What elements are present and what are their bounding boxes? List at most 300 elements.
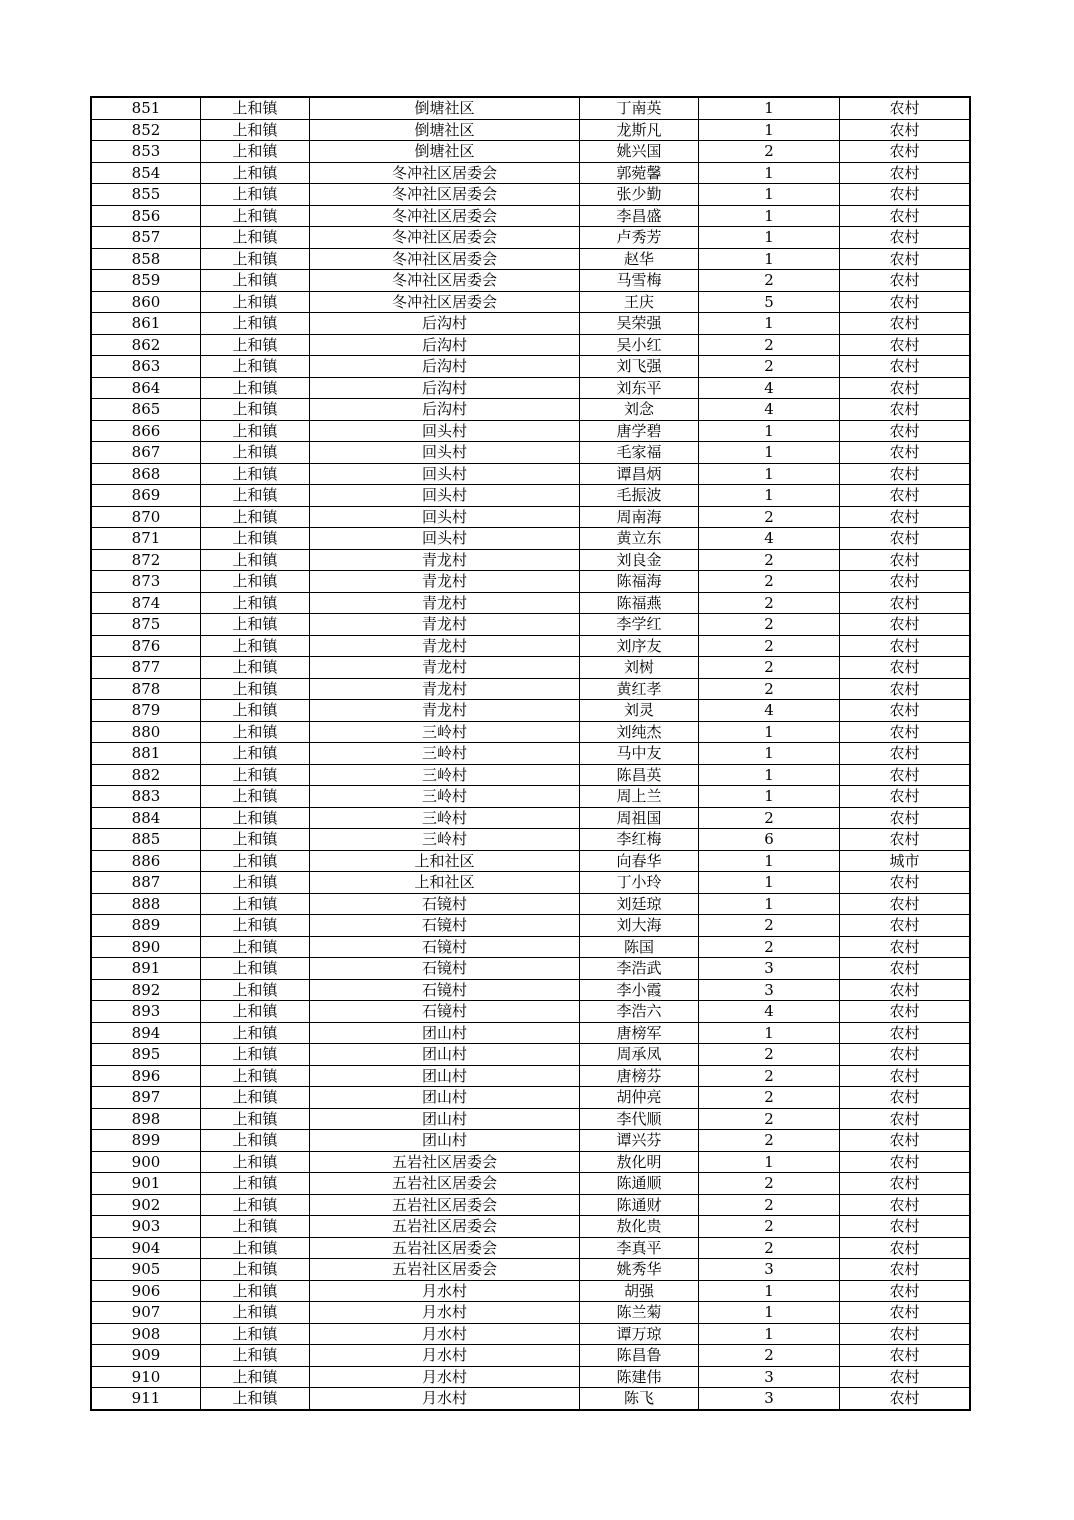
cell-type: 农村 [840,786,970,808]
cell-village: 五岩社区居委会 [310,1237,580,1259]
cell-name: 赵华 [580,248,699,270]
cell-town: 上和镇 [201,1065,310,1087]
table-row [92,979,970,1001]
cell-number: 871 [92,528,201,550]
cell-number: 856 [92,205,201,227]
table-row [92,807,970,829]
table-row [92,936,970,958]
table-row [92,1065,970,1087]
cell-name: 姚兴国 [580,141,699,163]
cell-count: 3 [699,1259,840,1281]
cell-town: 上和镇 [201,227,310,249]
cell-type: 城市 [840,850,970,872]
cell-type: 农村 [840,807,970,829]
cell-name: 胡仲亮 [580,1087,699,1109]
table-row [92,442,970,464]
cell-type: 农村 [840,1194,970,1216]
cell-name: 李昌盛 [580,205,699,227]
cell-type: 农村 [840,1345,970,1367]
table-row [92,1022,970,1044]
cell-type: 农村 [840,291,970,313]
table-row [92,764,970,786]
table-row [92,356,970,378]
cell-town: 上和镇 [201,764,310,786]
cell-name: 敖化贵 [580,1216,699,1238]
cell-count: 1 [699,786,840,808]
cell-number: 896 [92,1065,201,1087]
cell-town: 上和镇 [201,420,310,442]
cell-name: 陈兰菊 [580,1302,699,1324]
table-row [92,786,970,808]
cell-name: 李浩武 [580,958,699,980]
cell-name: 谭兴芬 [580,1130,699,1152]
cell-count: 2 [699,1087,840,1109]
cell-count: 1 [699,442,840,464]
cell-name: 张少勤 [580,184,699,206]
cell-town: 上和镇 [201,162,310,184]
table-row [92,506,970,528]
cell-count: 2 [699,936,840,958]
table-row [92,678,970,700]
cell-village: 月水村 [310,1388,580,1410]
cell-type: 农村 [840,764,970,786]
cell-town: 上和镇 [201,270,310,292]
cell-town: 上和镇 [201,1044,310,1066]
cell-village: 倒塘社区 [310,141,580,163]
cell-count: 3 [699,1366,840,1388]
table-row [92,1259,970,1281]
cell-town: 上和镇 [201,786,310,808]
cell-type: 农村 [840,485,970,507]
cell-town: 上和镇 [201,829,310,851]
cell-count: 3 [699,1388,840,1410]
cell-village: 冬冲社区居委会 [310,227,580,249]
cell-name: 卢秀芳 [580,227,699,249]
cell-town: 上和镇 [201,334,310,356]
cell-village: 上和社区 [310,850,580,872]
cell-type: 农村 [840,1022,970,1044]
cell-number: 887 [92,872,201,894]
cell-village: 石镜村 [310,958,580,980]
cell-number: 858 [92,248,201,270]
cell-count: 2 [699,334,840,356]
cell-town: 上和镇 [201,313,310,335]
cell-village: 石镜村 [310,979,580,1001]
cell-count: 3 [699,958,840,980]
table-row [92,1388,970,1410]
cell-number: 869 [92,485,201,507]
cell-town: 上和镇 [201,485,310,507]
cell-number: 868 [92,463,201,485]
cell-town: 上和镇 [201,1345,310,1367]
cell-number: 872 [92,549,201,571]
table-row [92,893,970,915]
cell-type: 农村 [840,1323,970,1345]
cell-town: 上和镇 [201,1323,310,1345]
table-row [92,1302,970,1324]
cell-town: 上和镇 [201,1001,310,1023]
cell-type: 农村 [840,119,970,141]
cell-name: 吴小红 [580,334,699,356]
cell-type: 农村 [840,958,970,980]
table-row [92,1044,970,1066]
cell-count: 2 [699,270,840,292]
cell-village: 青龙村 [310,571,580,593]
table-row [92,528,970,550]
cell-village: 冬冲社区居委会 [310,248,580,270]
cell-village: 倒塘社区 [310,98,580,120]
cell-number: 855 [92,184,201,206]
cell-village: 回头村 [310,442,580,464]
cell-village: 回头村 [310,485,580,507]
cell-count: 2 [699,1237,840,1259]
table-row [92,1001,970,1023]
cell-name: 陈建伟 [580,1366,699,1388]
cell-number: 877 [92,657,201,679]
cell-number: 879 [92,700,201,722]
cell-name: 王庆 [580,291,699,313]
cell-name: 刘飞强 [580,356,699,378]
table-row [92,1173,970,1195]
cell-name: 陈通财 [580,1194,699,1216]
cell-count: 2 [699,915,840,937]
cell-number: 905 [92,1259,201,1281]
cell-count: 2 [699,614,840,636]
table-row [92,829,970,851]
cell-count: 1 [699,1323,840,1345]
cell-name: 丁小玲 [580,872,699,894]
cell-number: 890 [92,936,201,958]
cell-count: 1 [699,485,840,507]
cell-village: 青龙村 [310,592,580,614]
table-row [92,571,970,593]
cell-type: 农村 [840,463,970,485]
cell-town: 上和镇 [201,119,310,141]
cell-name: 李浩六 [580,1001,699,1023]
cell-name: 陈国 [580,936,699,958]
table-row [92,119,970,141]
cell-number: 860 [92,291,201,313]
table-row [92,248,970,270]
cell-name: 黄红孝 [580,678,699,700]
cell-village: 团山村 [310,1044,580,1066]
table-row [92,1237,970,1259]
cell-name: 李小霞 [580,979,699,1001]
cell-name: 唐榜军 [580,1022,699,1044]
cell-village: 冬冲社区居委会 [310,205,580,227]
cell-type: 农村 [840,678,970,700]
cell-name: 陈昌鲁 [580,1345,699,1367]
cell-type: 农村 [840,270,970,292]
cell-village: 青龙村 [310,614,580,636]
cell-town: 上和镇 [201,506,310,528]
cell-number: 876 [92,635,201,657]
cell-count: 4 [699,399,840,421]
cell-count: 2 [699,807,840,829]
cell-name: 周上兰 [580,786,699,808]
cell-type: 农村 [840,1130,970,1152]
cell-count: 2 [699,506,840,528]
cell-count: 1 [699,1151,840,1173]
table-row [92,635,970,657]
table-row [92,98,970,120]
cell-name: 胡强 [580,1280,699,1302]
cell-name: 刘东平 [580,377,699,399]
cell-count: 4 [699,1001,840,1023]
cell-type: 农村 [840,162,970,184]
table-row [92,1323,970,1345]
cell-town: 上和镇 [201,1130,310,1152]
cell-number: 875 [92,614,201,636]
cell-number: 874 [92,592,201,614]
cell-town: 上和镇 [201,592,310,614]
cell-type: 农村 [840,1366,970,1388]
cell-village: 后沟村 [310,313,580,335]
cell-type: 农村 [840,1108,970,1130]
cell-village: 倒塘社区 [310,119,580,141]
cell-village: 月水村 [310,1280,580,1302]
cell-village: 回头村 [310,528,580,550]
cell-village: 三岭村 [310,743,580,765]
cell-type: 农村 [840,893,970,915]
cell-name: 唐榜芬 [580,1065,699,1087]
table-row [92,958,970,980]
cell-town: 上和镇 [201,1151,310,1173]
cell-town: 上和镇 [201,1087,310,1109]
table-row [92,205,970,227]
table-row [92,915,970,937]
cell-name: 刘纯杰 [580,721,699,743]
cell-number: 910 [92,1366,201,1388]
cell-town: 上和镇 [201,549,310,571]
cell-village: 五岩社区居委会 [310,1216,580,1238]
cell-name: 刘良金 [580,549,699,571]
cell-number: 867 [92,442,201,464]
cell-type: 农村 [840,915,970,937]
cell-count: 1 [699,205,840,227]
cell-number: 909 [92,1345,201,1367]
cell-number: 897 [92,1087,201,1109]
cell-type: 农村 [840,1065,970,1087]
cell-number: 883 [92,786,201,808]
cell-type: 农村 [840,979,970,1001]
cell-name: 向春华 [580,850,699,872]
table-row [92,549,970,571]
cell-type: 农村 [840,592,970,614]
table-row [92,850,970,872]
cell-village: 回头村 [310,506,580,528]
cell-count: 1 [699,184,840,206]
cell-count: 2 [699,356,840,378]
cell-name: 姚秀华 [580,1259,699,1281]
cell-town: 上和镇 [201,979,310,1001]
cell-type: 农村 [840,1151,970,1173]
table-row [92,657,970,679]
cell-town: 上和镇 [201,1280,310,1302]
cell-type: 农村 [840,1388,970,1410]
table-row [92,399,970,421]
cell-town: 上和镇 [201,1216,310,1238]
table-row [92,1280,970,1302]
cell-count: 2 [699,635,840,657]
cell-number: 863 [92,356,201,378]
cell-town: 上和镇 [201,1259,310,1281]
cell-name: 龙斯凡 [580,119,699,141]
cell-village: 后沟村 [310,377,580,399]
cell-number: 886 [92,850,201,872]
cell-village: 冬冲社区居委会 [310,291,580,313]
cell-town: 上和镇 [201,1194,310,1216]
cell-town: 上和镇 [201,721,310,743]
cell-village: 团山村 [310,1065,580,1087]
cell-number: 906 [92,1280,201,1302]
cell-count: 2 [699,1216,840,1238]
cell-village: 后沟村 [310,334,580,356]
cell-village: 三岭村 [310,764,580,786]
cell-name: 陈飞 [580,1388,699,1410]
cell-type: 农村 [840,399,970,421]
cell-type: 农村 [840,1237,970,1259]
table-row [92,1345,970,1367]
cell-town: 上和镇 [201,700,310,722]
cell-name: 马雪梅 [580,270,699,292]
table-row [92,1108,970,1130]
table-row [92,1194,970,1216]
cell-type: 农村 [840,420,970,442]
cell-count: 1 [699,420,840,442]
table-row [92,270,970,292]
table-row [92,1216,970,1238]
cell-name: 刘大海 [580,915,699,937]
cell-count: 1 [699,162,840,184]
cell-name: 谭昌炳 [580,463,699,485]
cell-count: 2 [699,1044,840,1066]
cell-type: 农村 [840,356,970,378]
cell-type: 农村 [840,635,970,657]
table-row [92,1151,970,1173]
cell-type: 农村 [840,1087,970,1109]
cell-name: 刘树 [580,657,699,679]
cell-number: 854 [92,162,201,184]
cell-count: 4 [699,700,840,722]
cell-name: 李红梅 [580,829,699,851]
table-row [92,592,970,614]
cell-name: 陈福海 [580,571,699,593]
cell-type: 农村 [840,98,970,120]
cell-village: 团山村 [310,1022,580,1044]
table-row [92,463,970,485]
cell-village: 后沟村 [310,356,580,378]
cell-name: 刘廷琼 [580,893,699,915]
cell-village: 回头村 [310,463,580,485]
cell-count: 1 [699,850,840,872]
cell-town: 上和镇 [201,1237,310,1259]
cell-type: 农村 [840,205,970,227]
cell-count: 1 [699,764,840,786]
cell-type: 农村 [840,721,970,743]
cell-name: 刘灵 [580,700,699,722]
cell-count: 1 [699,248,840,270]
cell-name: 陈昌英 [580,764,699,786]
cell-village: 青龙村 [310,657,580,679]
cell-type: 农村 [840,1173,970,1195]
cell-number: 889 [92,915,201,937]
cell-type: 农村 [840,334,970,356]
cell-count: 4 [699,528,840,550]
cell-town: 上和镇 [201,141,310,163]
cell-town: 上和镇 [201,291,310,313]
cell-village: 冬冲社区居委会 [310,270,580,292]
cell-name: 马中友 [580,743,699,765]
cell-village: 青龙村 [310,700,580,722]
cell-name: 李学红 [580,614,699,636]
cell-type: 农村 [840,872,970,894]
cell-number: 904 [92,1237,201,1259]
cell-count: 1 [699,98,840,120]
cell-village: 石镜村 [310,1001,580,1023]
cell-village: 五岩社区居委会 [310,1194,580,1216]
cell-name: 敖化明 [580,1151,699,1173]
cell-town: 上和镇 [201,850,310,872]
cell-village: 冬冲社区居委会 [310,162,580,184]
cell-type: 农村 [840,377,970,399]
cell-count: 1 [699,119,840,141]
cell-type: 农村 [840,141,970,163]
cell-number: 892 [92,979,201,1001]
cell-town: 上和镇 [201,1302,310,1324]
cell-count: 6 [699,829,840,851]
cell-number: 861 [92,313,201,335]
cell-name: 李代顺 [580,1108,699,1130]
cell-village: 月水村 [310,1366,580,1388]
cell-name: 陈通顺 [580,1173,699,1195]
cell-number: 870 [92,506,201,528]
cell-village: 团山村 [310,1108,580,1130]
cell-town: 上和镇 [201,98,310,120]
table-row [92,614,970,636]
cell-town: 上和镇 [201,248,310,270]
cell-village: 三岭村 [310,721,580,743]
cell-type: 农村 [840,442,970,464]
cell-village: 五岩社区居委会 [310,1151,580,1173]
table-row [92,420,970,442]
cell-number: 884 [92,807,201,829]
cell-town: 上和镇 [201,678,310,700]
cell-type: 农村 [840,743,970,765]
table-row [92,313,970,335]
cell-count: 2 [699,592,840,614]
cell-number: 878 [92,678,201,700]
cell-town: 上和镇 [201,377,310,399]
cell-village: 月水村 [310,1323,580,1345]
cell-town: 上和镇 [201,528,310,550]
table-row [92,184,970,206]
table-row [92,334,970,356]
data-table [91,97,970,1410]
cell-count: 1 [699,743,840,765]
cell-village: 青龙村 [310,635,580,657]
cell-town: 上和镇 [201,356,310,378]
table-row [92,227,970,249]
cell-count: 2 [699,141,840,163]
cell-number: 899 [92,1130,201,1152]
cell-number: 852 [92,119,201,141]
cell-name: 毛振波 [580,485,699,507]
cell-name: 黄立东 [580,528,699,550]
cell-number: 894 [92,1022,201,1044]
cell-name: 陈福燕 [580,592,699,614]
cell-village: 团山村 [310,1130,580,1152]
